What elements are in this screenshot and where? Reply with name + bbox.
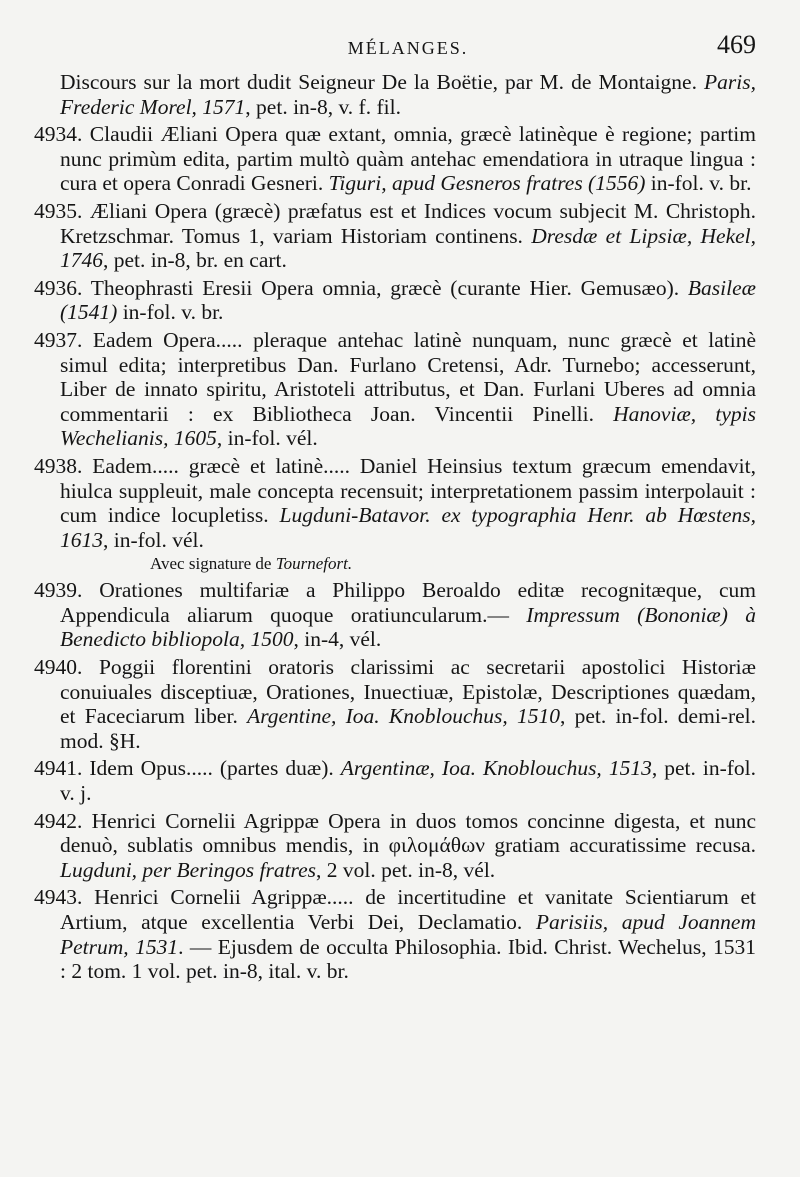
entry-number: 4936. bbox=[34, 275, 83, 300]
entry-4935: 4935. Æliani Opera (græcè) præfatus est et Indices vocum subjecit M. Christoph. Kretzschmar. Tomus 1, variam Historiam continens. Dresdæ et Lipsiæ, Hekel, 1746, pet. in-8, br. en cart. bbox=[34, 198, 757, 273]
running-title: MÉLANGES. bbox=[347, 38, 469, 58]
entry-number: 4935. bbox=[34, 198, 83, 223]
entry-4934: 4934. Claudii Æliani Opera quæ extant, omnia, græcè latinèque è regione; partim nunc primùm edita, partim multò quàm antehac emendatiora in utraque lingua : cura et opera Conradi Gesneri. Tiguri, apud Gesneros fratres (1556) in-fol. v. br. bbox=[34, 122, 757, 196]
entry-4939: 4939. Orationes multifariæ a Philippo Beroaldo editæ recognitæque, cum Appendicula aliarum quoque oratiuncularum.— Impressum (Bononiæ) à Benedicto bibliopola, 1500, in-4, vél. bbox=[34, 578, 757, 652]
entry-4943: 4943. Henrici Cornelii Agrippæ..... de incertitudine et vanitate Scientiarum et Artium, atque excellentia Verbi Dei, Declamatio. Parisiis, apud Joannem Petrum, 1531. — Ejusdem de occulta Philosophia. Ibid. Christ. Wechelus, 1531 : 2 tom. 1 vol. pet. in-8, ital. v. br. bbox=[34, 885, 757, 984]
entry-4941: 4941. Idem Opus..... (partes duæ). Argentinæ, Ioa. Knoblouchus, 1513, pet. in-fol. v. j. bbox=[34, 756, 757, 806]
running-head bbox=[60, 30, 756, 70]
entry-4936: 4936. Theophrasti Eresii Opera omnia, græcè (curante Hier. Gemusæo). Basileæ (1541) in-fol. v. br. bbox=[34, 275, 756, 325]
entry-number: 4940. bbox=[34, 655, 83, 680]
entry-number: 4934. bbox=[34, 122, 83, 147]
entry-4942: 4942. Henrici Cornelii Agrippæ Opera in duos tomos concinne digesta, et nunc denuò, sublatis omnibus mendis, in φιλομάθων gratiam accuratissime recusa. Lugduni, per Beringos fratres, 2 vol. pet. in-8, vél. bbox=[34, 808, 757, 882]
entry-number: 4938. bbox=[34, 453, 83, 478]
entry-number: 4937. bbox=[34, 327, 83, 352]
entry-4940: 4940. Poggii florentini oratoris clarissimi ac secretarii apostolici Historiæ conuiuales disceptiuæ, Orationes, Inuectiuæ, Epistolæ, Descriptiones quædam, et Faceciarum liber. Argentine, Ioa. Knoblouchus, 1510, pet. in-fol. demi-rel. mod. §H. bbox=[34, 655, 757, 753]
entry-number: 4943. bbox=[34, 885, 83, 910]
entry-continuation: Discours sur la mort dudit Seigneur De la Boëtie, par M. de Montaigne. Paris, Frederic Morel, 1571, pet. in-8, v. f. fil. bbox=[60, 70, 756, 119]
provenance-note: Avec signature de Tournefort. bbox=[150, 554, 353, 574]
entry-4938: 4938. Eadem..... græcè et latinè..... Daniel Heinsius textum græcum emendavit, hiulca suppleuit, male concepta recensuit; interpretationem passim interpolauit : cum indice locupletiss. Lugduni-Batavor. ex typographia Henr. ab Hœstens, 1613, in-fol. vél. bbox=[34, 453, 757, 552]
entry-number: 4942. bbox=[34, 808, 83, 833]
entry-number: 4939. bbox=[34, 578, 83, 603]
page-number: 469 bbox=[717, 30, 756, 59]
entry-4937: 4937. Eadem Opera..... pleraque antehac latinè nunquam, nunc græcè et latinè simul edita; interpretibus Dan. Furlano Cretensi, Adr. Turnebo; accesserunt, Liber de innato spiritu, Aristoteli attributus, et Dan. Furlani Uberes ad omnia commentarii : ex Bibliotheca Joan. Vincentii Pinelli. Hanoviæ, typis Wechelianis, 1605, in-fol. vél. bbox=[34, 327, 757, 451]
entry-number: 4941. bbox=[34, 756, 83, 781]
